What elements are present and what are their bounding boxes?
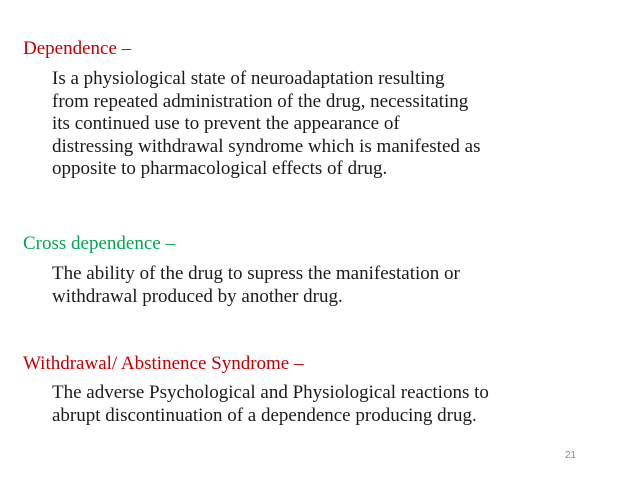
definition-cross-dependence	[52, 263, 627, 308]
definition-line: its continued use to prevent the appearance of	[52, 113, 400, 134]
term-dependence: Dependence –	[23, 38, 132, 59]
definition-line: opposite to pharmacological effects of drug.	[52, 158, 388, 179]
definition-line: The ability of the drug to supress the manifestation or	[52, 263, 460, 284]
definition-line: from repeated administration of the drug, necessitating	[52, 90, 469, 112]
slide-number: 21	[565, 450, 577, 461]
definition-line: withdrawal produced by another drug.	[52, 285, 343, 307]
definition-line: Is a physiological state of neuroadaptation resulting	[52, 68, 445, 89]
term-withdrawal-syndrome: Withdrawal/ Abstinence Syndrome –	[23, 353, 304, 374]
definition-dependence	[52, 68, 627, 181]
definition-line: abrupt discontinuation of a dependence producing drug.	[52, 404, 477, 426]
definition-line: distressing withdrawal syndrome which is manifested as	[52, 135, 481, 157]
definition-withdrawal-syndrome	[52, 382, 627, 427]
definition-line: The adverse Psychological and Physiological reactions to	[52, 382, 489, 403]
term-cross-dependence: Cross dependence –	[23, 233, 175, 254]
